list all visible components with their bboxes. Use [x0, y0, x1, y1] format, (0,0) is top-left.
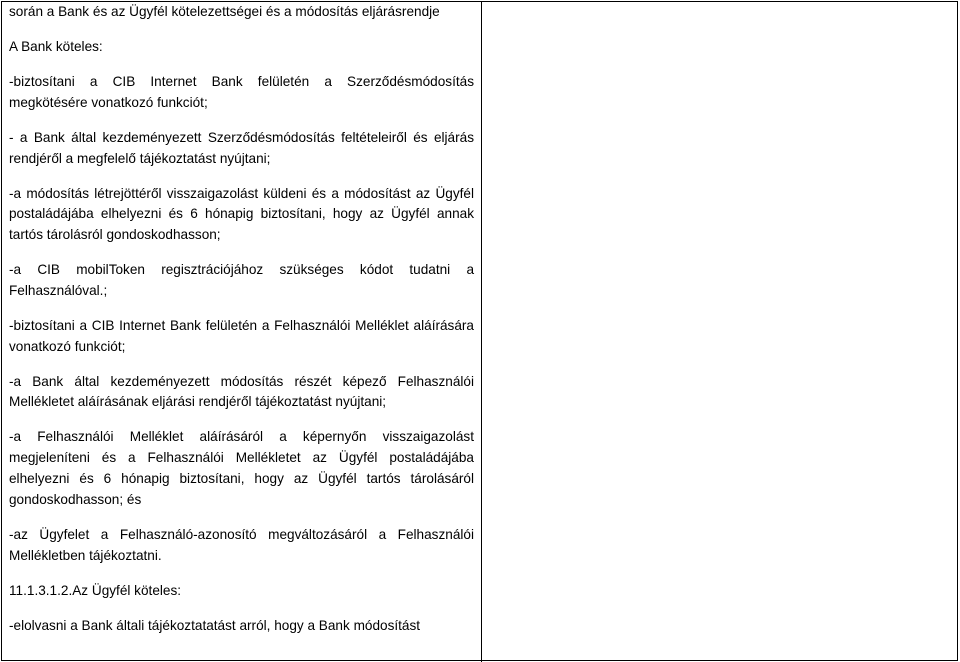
paragraph-9: -a Felhasználói Melléklet aláírásáról a képernyőn visszaigazolást megjeleníteni és a Felhasználói Mellékletet az Ügyfél postaládájába elhelyezni és 6 hónapig biztosítani, hogy az Ügyfél tartós tárolásáról gondoskodhasson; és [9, 429, 474, 507]
paragraph-4: - a Bank által kezdeményezett Szerződésmódosítás feltételeiről és eljárás rendjéről a megfelelő tájékoztatást nyújtani; [9, 129, 474, 166]
paragraph-12: -elolvasni a Bank általi tájékoztatatást arról, hogy a Bank módosítást [9, 617, 421, 633]
left-column-text [9, 2, 474, 651]
paragraph-2: A Bank köteles: [9, 38, 103, 54]
paragraph-3: -biztosítani a CIB Internet Bank felületén a Szerződésmódosítás megkötésére vonatkozó funkciót; [9, 73, 474, 110]
paragraph-8: -a Bank által kezdeményezett módosítás részét képező Felhasználói Mellékletet aláírásának eljárási rendjéről tájékoztatást nyújtani; [9, 373, 474, 410]
section-heading: 11.1.3.1.2.Az Ügyfél köteles: [9, 582, 182, 598]
paragraph-1: során a Bank és az Ügyfél kötelezettségei és a módosítás eljárásrendje [9, 4, 440, 19]
paragraph-6: -a CIB mobilToken regisztrációjához szükséges kódot tudatni a Felhasználóval.; [9, 262, 474, 298]
column-divider [481, 2, 482, 662]
paragraph-7: -biztosítani a CIB Internet Bank felületén a Felhasználói Melléklet aláírására vonatkozó funkciót; [9, 317, 474, 354]
paragraph-10: -az Ügyfelet a Felhasználó-azonosító megváltozásáról a Felhasználói Mellékletben tájékoztatni. [9, 526, 474, 563]
paragraph-5: -a módosítás létrejöttéről visszaigazolást küldeni és a módosítást az Ügyfél postaládájába elhelyezni és 6 hónapig biztosítani, hogy az Ügyfél annak tartós tárolásról gondoskodhasson; [9, 185, 474, 243]
